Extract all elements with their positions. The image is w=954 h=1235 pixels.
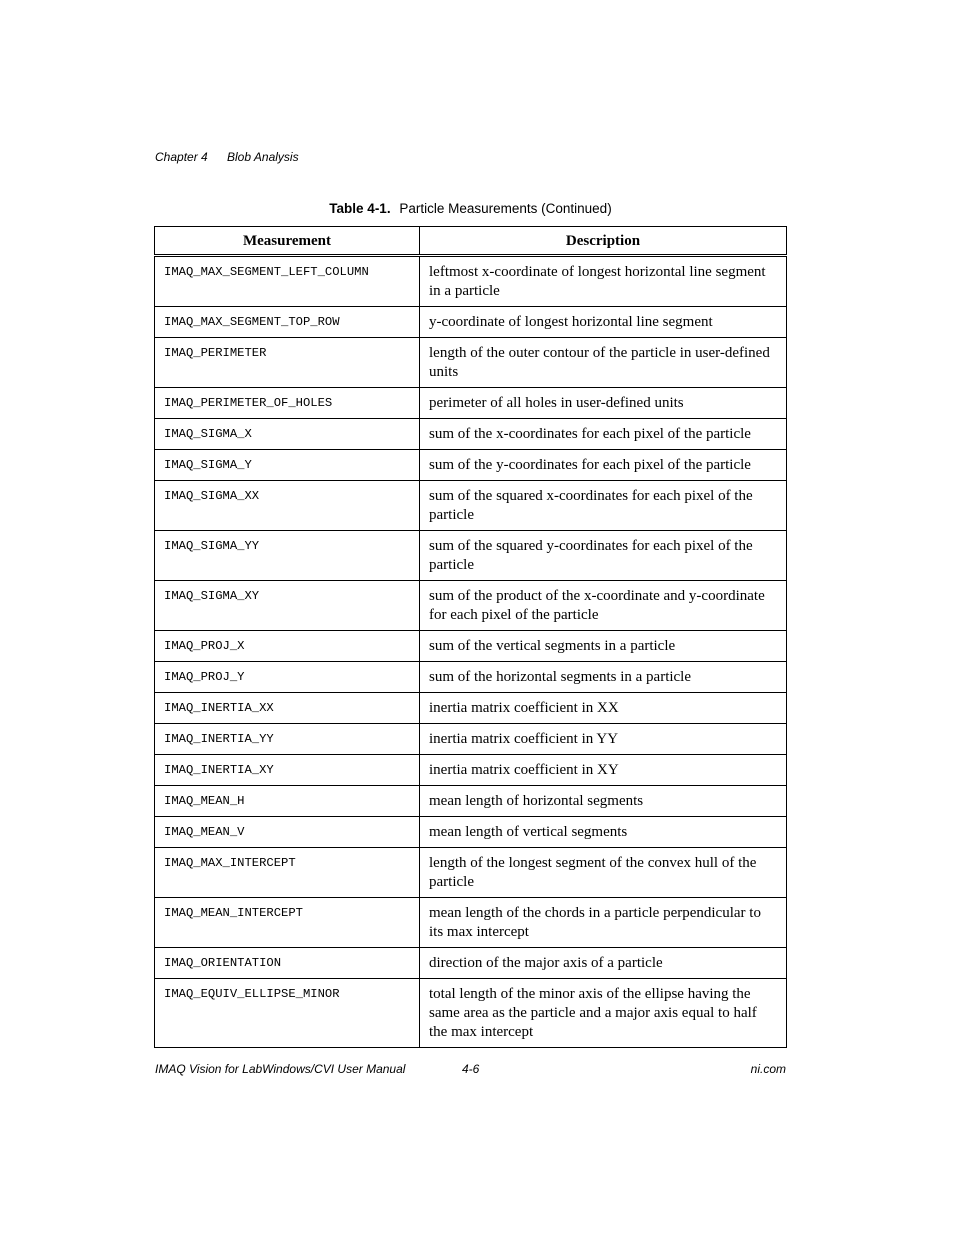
table-row: [155, 481, 787, 531]
table-caption-text: Particle Measurements (Continued): [399, 201, 612, 216]
measurement-name: IMAQ_PROJ_Y: [155, 662, 420, 693]
table-row: [155, 531, 787, 581]
table-row: [155, 307, 787, 338]
measurement-description: total length of the minor axis of the ellipse having the same area as the particle and a major axis equal to half the max intercept: [420, 979, 787, 1048]
table-row: [155, 662, 787, 693]
measurement-name: IMAQ_EQUIV_ELLIPSE_MINOR: [155, 979, 420, 1048]
measurement-name: IMAQ_MAX_SEGMENT_LEFT_COLUMN: [155, 256, 420, 307]
measurement-name: IMAQ_INERTIA_XX: [155, 693, 420, 724]
measurement-description: mean length of the chords in a particle perpendicular to its max intercept: [420, 898, 787, 948]
table-row: [155, 755, 787, 786]
table-row: [155, 817, 787, 848]
measurement-description: perimeter of all holes in user-defined units: [420, 388, 787, 419]
column-header-measurement: Measurement: [155, 227, 420, 256]
column-header-description: Description: [420, 227, 787, 256]
table-header-row: [155, 227, 787, 256]
measurement-name: IMAQ_SIGMA_YY: [155, 531, 420, 581]
table-row: [155, 256, 787, 307]
measurement-name: IMAQ_MEAN_H: [155, 786, 420, 817]
measurement-description: inertia matrix coefficient in YY: [420, 724, 787, 755]
measurement-description: inertia matrix coefficient in XY: [420, 755, 787, 786]
measurement-description: direction of the major axis of a particle: [420, 948, 787, 979]
table-row: [155, 724, 787, 755]
table-row: [155, 450, 787, 481]
table-row: [155, 786, 787, 817]
measurement-description: sum of the horizontal segments in a particle: [420, 662, 787, 693]
table-row: [155, 338, 787, 388]
measurement-description: mean length of vertical segments: [420, 817, 787, 848]
measurement-description: sum of the product of the x-coordinate and y-coordinate for each pixel of the particle: [420, 581, 787, 631]
measurement-name: IMAQ_MAX_SEGMENT_TOP_ROW: [155, 307, 420, 338]
table-row: [155, 979, 787, 1048]
table-row: [155, 693, 787, 724]
measurement-description: inertia matrix coefficient in XX: [420, 693, 787, 724]
measurement-name: IMAQ_MAX_INTERCEPT: [155, 848, 420, 898]
table-caption: [155, 201, 786, 216]
measurement-description: leftmost x-coordinate of longest horizontal line segment in a particle: [420, 256, 787, 307]
table-row: [155, 848, 787, 898]
running-header: [155, 150, 299, 164]
table-row: [155, 388, 787, 419]
chapter-label: Chapter 4: [155, 150, 208, 164]
table-row: [155, 948, 787, 979]
particle-measurements-table: [154, 226, 787, 1048]
table-row: [155, 419, 787, 450]
measurement-description: sum of the x-coordinates for each pixel of the particle: [420, 419, 787, 450]
table-row: [155, 581, 787, 631]
table-row: [155, 631, 787, 662]
measurement-name: IMAQ_PERIMETER: [155, 338, 420, 388]
measurement-name: IMAQ_ORIENTATION: [155, 948, 420, 979]
table-caption-label: Table 4-1.: [329, 201, 391, 216]
measurement-description: y-coordinate of longest horizontal line segment: [420, 307, 787, 338]
measurement-name: IMAQ_MEAN_INTERCEPT: [155, 898, 420, 948]
measurement-name: IMAQ_MEAN_V: [155, 817, 420, 848]
measurement-name: IMAQ_SIGMA_XX: [155, 481, 420, 531]
page-number: 4-6: [462, 1062, 480, 1076]
measurement-description: sum of the squared x-coordinates for each pixel of the particle: [420, 481, 787, 531]
measurement-description: sum of the squared y-coordinates for each pixel of the particle: [420, 531, 787, 581]
measurement-description: mean length of horizontal segments: [420, 786, 787, 817]
measurement-name: IMAQ_INERTIA_YY: [155, 724, 420, 755]
measurement-name: IMAQ_PROJ_X: [155, 631, 420, 662]
table-body: [155, 256, 787, 1048]
measurement-name: IMAQ_SIGMA_XY: [155, 581, 420, 631]
measurement-name: IMAQ_PERIMETER_OF_HOLES: [155, 388, 420, 419]
measurement-name: IMAQ_SIGMA_X: [155, 419, 420, 450]
measurement-description: length of the longest segment of the convex hull of the particle: [420, 848, 787, 898]
measurement-description: sum of the y-coordinates for each pixel of the particle: [420, 450, 787, 481]
table-row: [155, 898, 787, 948]
manual-title: IMAQ Vision for LabWindows/CVI User Manual: [155, 1062, 406, 1076]
measurement-description: length of the outer contour of the particle in user-defined units: [420, 338, 787, 388]
website: ni.com: [750, 1062, 786, 1076]
section-title: Blob Analysis: [227, 150, 299, 164]
measurement-name: IMAQ_SIGMA_Y: [155, 450, 420, 481]
measurement-name: IMAQ_INERTIA_XY: [155, 755, 420, 786]
measurement-description: sum of the vertical segments in a particle: [420, 631, 787, 662]
